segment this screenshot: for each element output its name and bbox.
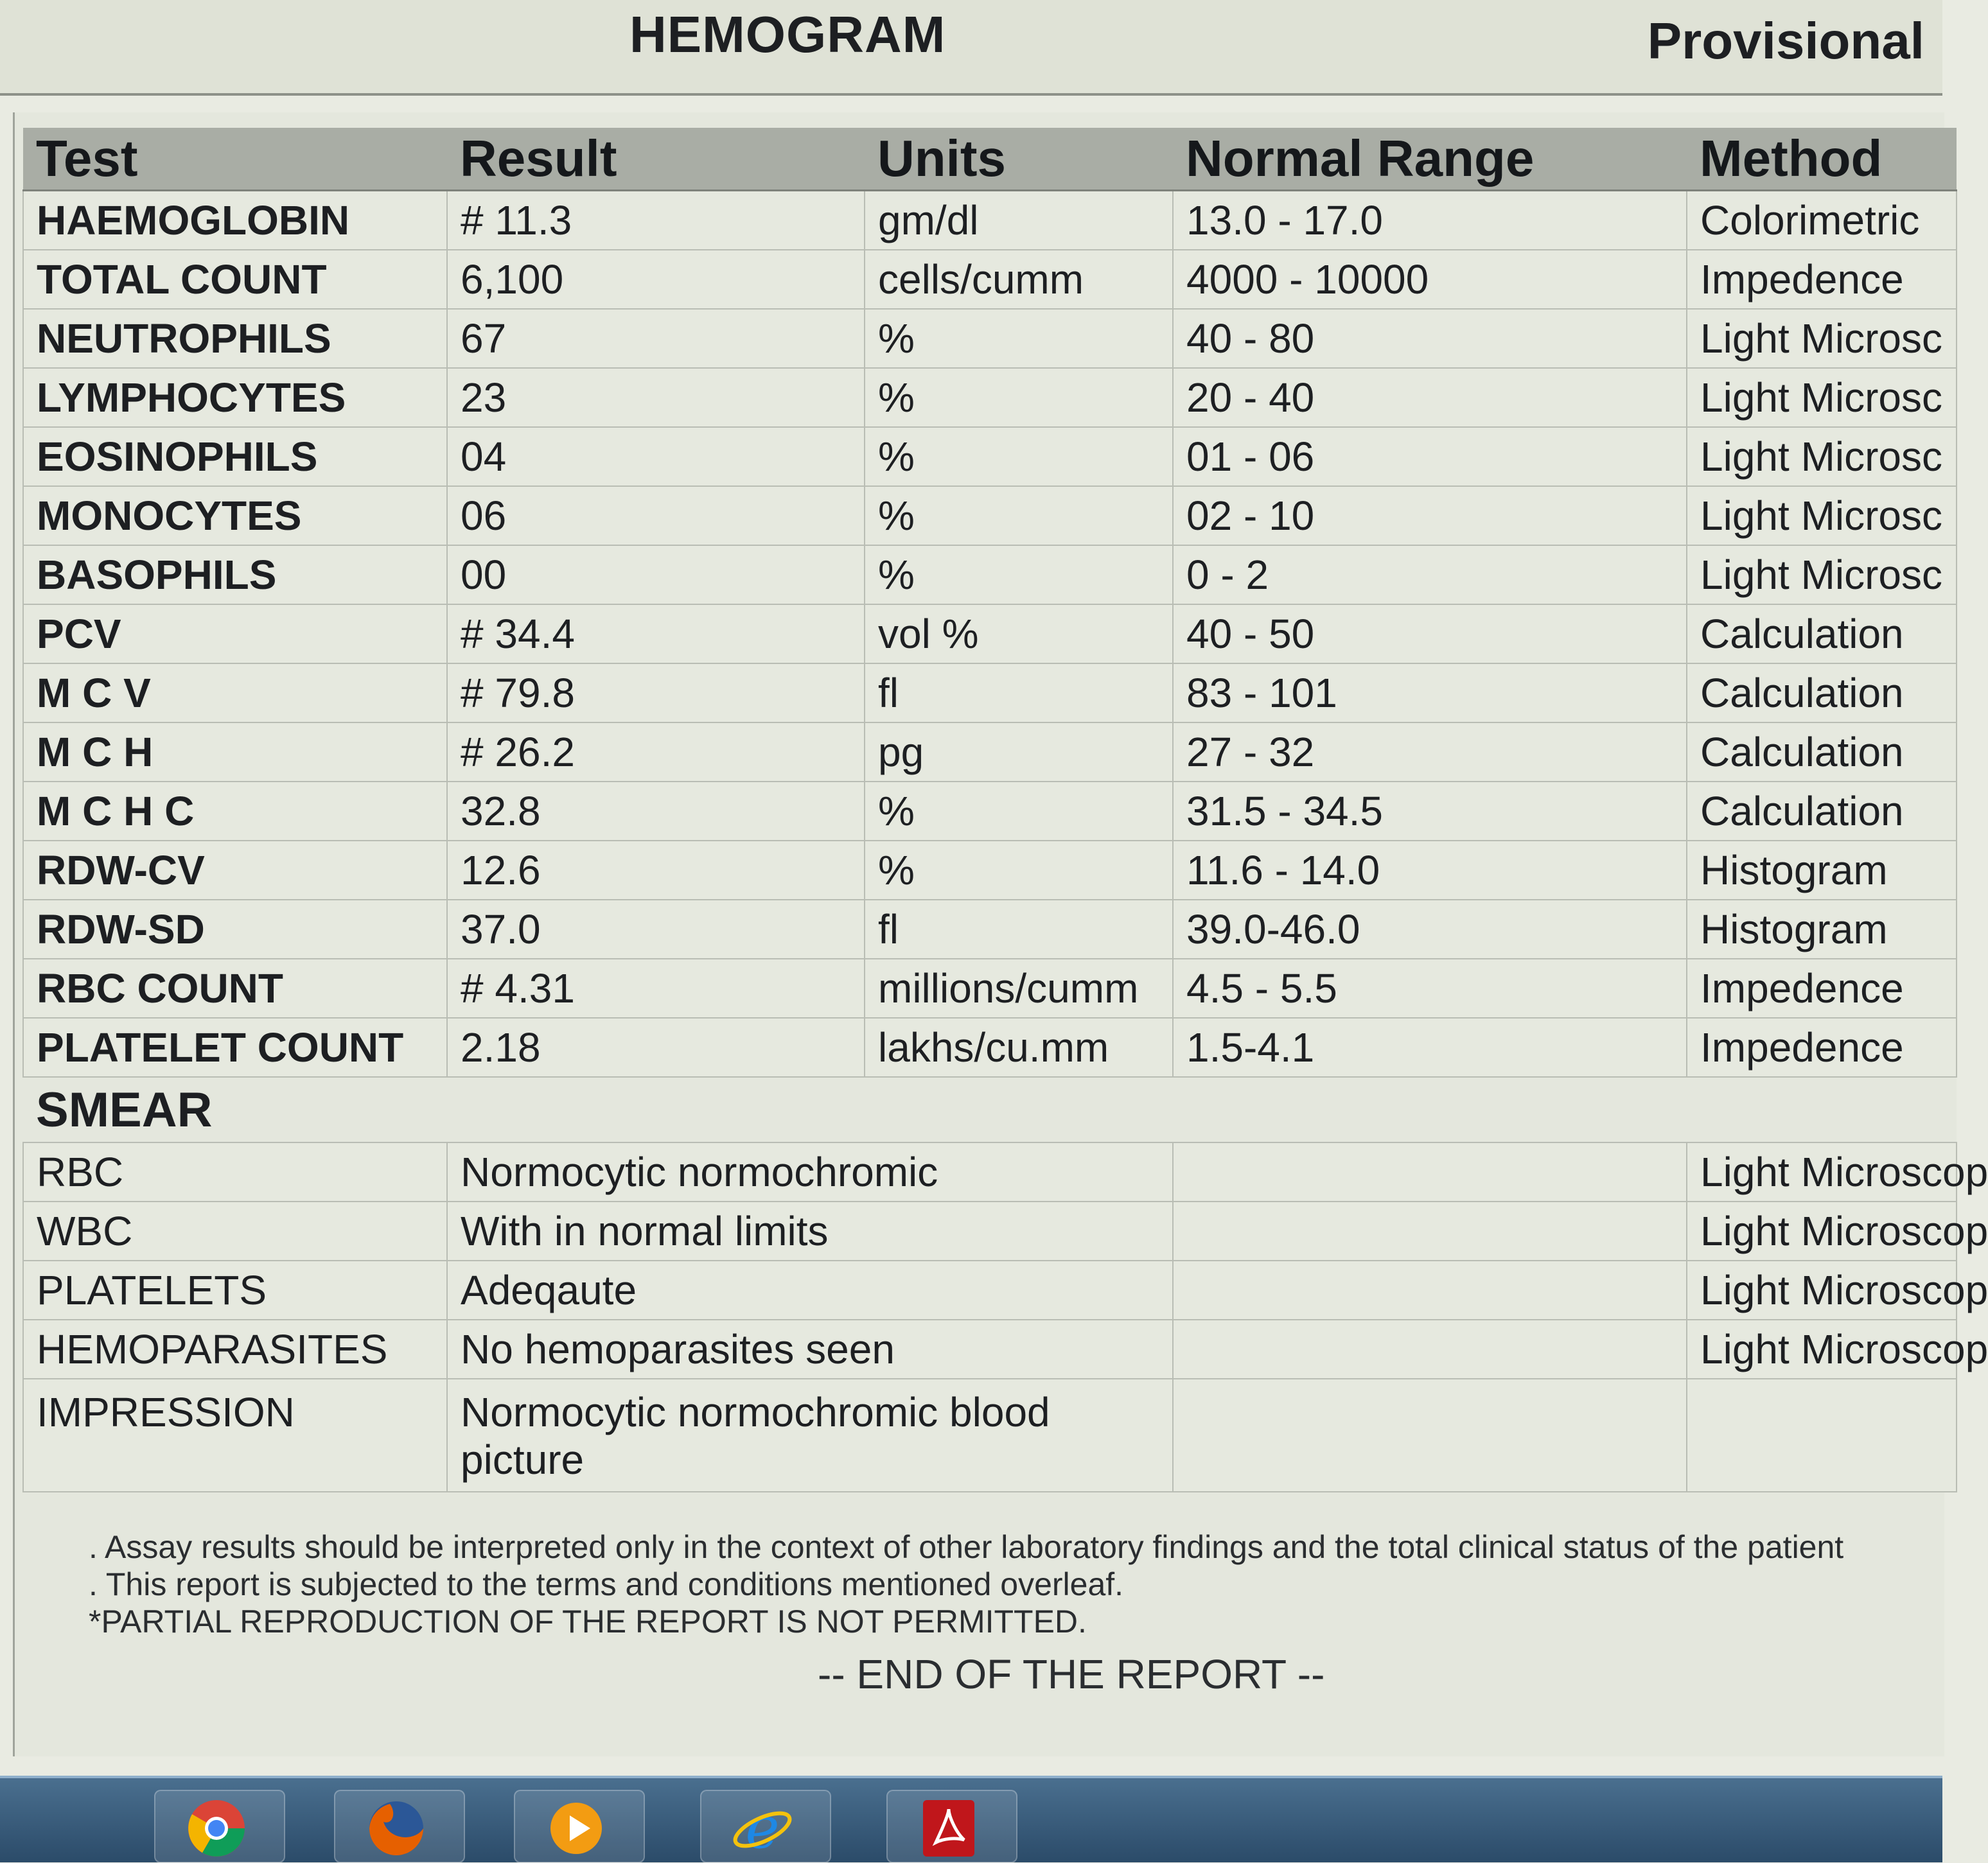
cell-result: 06 xyxy=(447,486,865,545)
hemogram-rows xyxy=(23,191,1957,1078)
cell-method: Histogram xyxy=(1687,900,1957,959)
windows-taskbar xyxy=(0,1776,1942,1862)
cell-units: fl xyxy=(865,900,1173,959)
smear-title: SMEAR xyxy=(23,1077,1957,1142)
acrobat-reader-icon xyxy=(917,1796,981,1860)
media-player-icon xyxy=(544,1796,608,1860)
note-line: . This report is subjected to the terms and conditions mentioned overleaf. xyxy=(89,1566,1124,1602)
smear-cell-result: No hemoparasites seen xyxy=(447,1320,1173,1379)
cell-method: Calculation xyxy=(1687,722,1957,782)
smear-cell-test: HEMOPARASITES xyxy=(23,1320,447,1379)
taskbar-internet-explorer-button[interactable] xyxy=(700,1790,831,1863)
cell-result: # 26.2 xyxy=(447,722,865,782)
cell-test: PLATELET COUNT xyxy=(23,1018,447,1077)
cell-units: cells/cumm xyxy=(865,250,1173,309)
cell-units: % xyxy=(865,486,1173,545)
cell-result: # 34.4 xyxy=(447,604,865,663)
cell-result: 12.6 xyxy=(447,841,865,900)
cell-test: MONOCYTES xyxy=(23,486,447,545)
smear-cell-result: Normocytic normochromic blood picture xyxy=(447,1379,1173,1492)
taskbar-firefox-button[interactable] xyxy=(334,1790,465,1863)
cell-method: Calculation xyxy=(1687,663,1957,722)
report-body xyxy=(13,112,1988,1756)
cell-units: lakhs/cu.mm xyxy=(865,1018,1173,1077)
smear-cell-empty xyxy=(1173,1202,1687,1261)
smear-cell-test: PLATELETS xyxy=(23,1261,447,1320)
cell-normal-range: 39.0-46.0 xyxy=(1173,900,1687,959)
cell-test: M C H xyxy=(23,722,447,782)
cell-test: BASOPHILS xyxy=(23,545,447,604)
table-row xyxy=(23,368,1957,427)
cell-test: LYMPHOCYTES xyxy=(23,368,447,427)
table-row xyxy=(23,959,1957,1018)
cell-units: % xyxy=(865,841,1173,900)
smear-rows xyxy=(23,1077,1988,1492)
cell-normal-range: 0 - 2 xyxy=(1173,545,1687,604)
column-header-normal-range: Normal Range xyxy=(1173,128,1687,191)
report-header xyxy=(0,0,1942,96)
cell-units: % xyxy=(865,368,1173,427)
table-row xyxy=(23,663,1957,722)
table-row xyxy=(23,900,1957,959)
internet-explorer-icon xyxy=(730,1796,795,1860)
smear-cell-test: RBC xyxy=(23,1142,447,1202)
cell-units: % xyxy=(865,545,1173,604)
cell-method: Light Microsc xyxy=(1687,427,1957,486)
cell-normal-range: 40 - 50 xyxy=(1173,604,1687,663)
svg-text:e: e xyxy=(745,1794,780,1862)
smear-cell-empty xyxy=(1173,1320,1687,1379)
cell-result: 32.8 xyxy=(447,782,865,841)
cell-normal-range: 13.0 - 17.0 xyxy=(1173,191,1687,250)
table-row xyxy=(23,782,1957,841)
report-notes xyxy=(89,1528,1939,1640)
cell-units: gm/dl xyxy=(865,191,1173,250)
cell-test: RDW-CV xyxy=(23,841,447,900)
smear-row xyxy=(23,1261,1957,1320)
cell-test: NEUTROPHILS xyxy=(23,309,447,368)
cell-normal-range: 4.5 - 5.5 xyxy=(1173,959,1687,1018)
cell-result: # 11.3 xyxy=(447,191,865,250)
cell-result: # 79.8 xyxy=(447,663,865,722)
cell-result: 6,100 xyxy=(447,250,865,309)
cell-test: EOSINOPHILS xyxy=(23,427,447,486)
cell-method: Impedence xyxy=(1687,1018,1957,1077)
cell-test: PCV xyxy=(23,604,447,663)
cell-method: Colorimetric xyxy=(1687,191,1957,250)
smear-cell-result: Normocytic normochromic xyxy=(447,1142,1173,1202)
smear-cell-empty xyxy=(1173,1261,1687,1320)
table-row xyxy=(23,604,1957,663)
cell-method: Light Microsc xyxy=(1687,309,1957,368)
cell-method: Light Microsc xyxy=(1687,486,1957,545)
smear-cell-result: Adeqaute xyxy=(447,1261,1173,1320)
cell-normal-range: 27 - 32 xyxy=(1173,722,1687,782)
cell-result: 00 xyxy=(447,545,865,604)
cell-result: 04 xyxy=(447,427,865,486)
cell-normal-range: 31.5 - 34.5 xyxy=(1173,782,1687,841)
cell-normal-range: 1.5-4.1 xyxy=(1173,1018,1687,1077)
cell-units: vol % xyxy=(865,604,1173,663)
status-label: Provisional xyxy=(1647,12,1924,69)
smear-cell-method xyxy=(1687,1379,1957,1492)
table-row xyxy=(23,545,1957,604)
column-header-method: Method xyxy=(1687,128,1957,191)
cell-method: Histogram xyxy=(1687,841,1957,900)
cell-method: Impedence xyxy=(1687,959,1957,1018)
smear-row xyxy=(23,1320,1957,1379)
cell-units: fl xyxy=(865,663,1173,722)
cell-units: pg xyxy=(865,722,1173,782)
cell-normal-range: 01 - 06 xyxy=(1173,427,1687,486)
cell-result: 67 xyxy=(447,309,865,368)
column-header-test: Test xyxy=(23,128,447,191)
table-row xyxy=(23,427,1957,486)
cell-units: % xyxy=(865,427,1173,486)
table-row xyxy=(23,250,1957,309)
smear-cell-method: Light Microscop xyxy=(1687,1202,1957,1261)
smear-cell-empty xyxy=(1173,1142,1687,1202)
smear-cell-method: Light Microscop xyxy=(1687,1261,1957,1320)
taskbar-chrome-button[interactable] xyxy=(154,1790,285,1863)
cell-method: Impedence xyxy=(1687,250,1957,309)
cell-result: 2.18 xyxy=(447,1018,865,1077)
cell-test: RBC COUNT xyxy=(23,959,447,1018)
table-row xyxy=(23,1018,1957,1077)
cell-test: M C V xyxy=(23,663,447,722)
smear-row xyxy=(23,1142,1957,1202)
table-row xyxy=(23,309,1957,368)
cell-test: M C H C xyxy=(23,782,447,841)
cell-method: Light Microsc xyxy=(1687,545,1957,604)
table-header-row xyxy=(23,128,1957,191)
cell-normal-range: 4000 - 10000 xyxy=(1173,250,1687,309)
cell-result: 23 xyxy=(447,368,865,427)
hemogram-table xyxy=(22,128,1988,1492)
smear-cell-method: Light Microscop xyxy=(1687,1320,1957,1379)
cell-normal-range: 11.6 - 14.0 xyxy=(1173,841,1687,900)
smear-cell-result: With in normal limits xyxy=(447,1202,1173,1261)
cell-normal-range: 40 - 80 xyxy=(1173,309,1687,368)
cell-result: 37.0 xyxy=(447,900,865,959)
smear-cell-test: IMPRESSION xyxy=(23,1379,447,1492)
smear-cell-method: Light Microscop xyxy=(1687,1142,1957,1202)
smear-header-row xyxy=(23,1077,1957,1142)
cell-test: RDW-SD xyxy=(23,900,447,959)
cell-test: TOTAL COUNT xyxy=(23,250,447,309)
table-row xyxy=(23,841,1957,900)
smear-cell-test: WBC xyxy=(23,1202,447,1261)
cell-method: Calculation xyxy=(1687,604,1957,663)
smear-row xyxy=(23,1379,1957,1492)
table-row xyxy=(23,722,1957,782)
page-title: HEMOGRAM xyxy=(629,6,946,63)
table-row xyxy=(23,486,1957,545)
taskbar-acrobat-reader-button[interactable] xyxy=(886,1790,1017,1863)
end-of-report: -- END OF THE REPORT -- xyxy=(818,1651,1325,1697)
cell-units: % xyxy=(865,309,1173,368)
firefox-icon xyxy=(364,1796,428,1860)
taskbar-media-player-button[interactable] xyxy=(514,1790,645,1863)
cell-method: Calculation xyxy=(1687,782,1957,841)
note-line: . Assay results should be interpreted only in the context of other laboratory findings and the total clinical status of the patient xyxy=(89,1529,1844,1565)
smear-cell-empty xyxy=(1173,1379,1687,1492)
cell-normal-range: 02 - 10 xyxy=(1173,486,1687,545)
smear-row xyxy=(23,1202,1957,1261)
note-line: *PARTIAL REPRODUCTION OF THE REPORT IS NOT PERMITTED. xyxy=(89,1604,1087,1640)
cell-method: Light Microsc xyxy=(1687,368,1957,427)
cell-units: % xyxy=(865,782,1173,841)
column-header-result: Result xyxy=(447,128,865,191)
cell-test: HAEMOGLOBIN xyxy=(23,191,447,250)
cell-units: millions/cumm xyxy=(865,959,1173,1018)
chrome-icon xyxy=(184,1796,249,1860)
cell-result: # 4.31 xyxy=(447,959,865,1018)
column-header-units: Units xyxy=(865,128,1173,191)
table-row xyxy=(23,191,1957,250)
cell-normal-range: 83 - 101 xyxy=(1173,663,1687,722)
cell-normal-range: 20 - 40 xyxy=(1173,368,1687,427)
